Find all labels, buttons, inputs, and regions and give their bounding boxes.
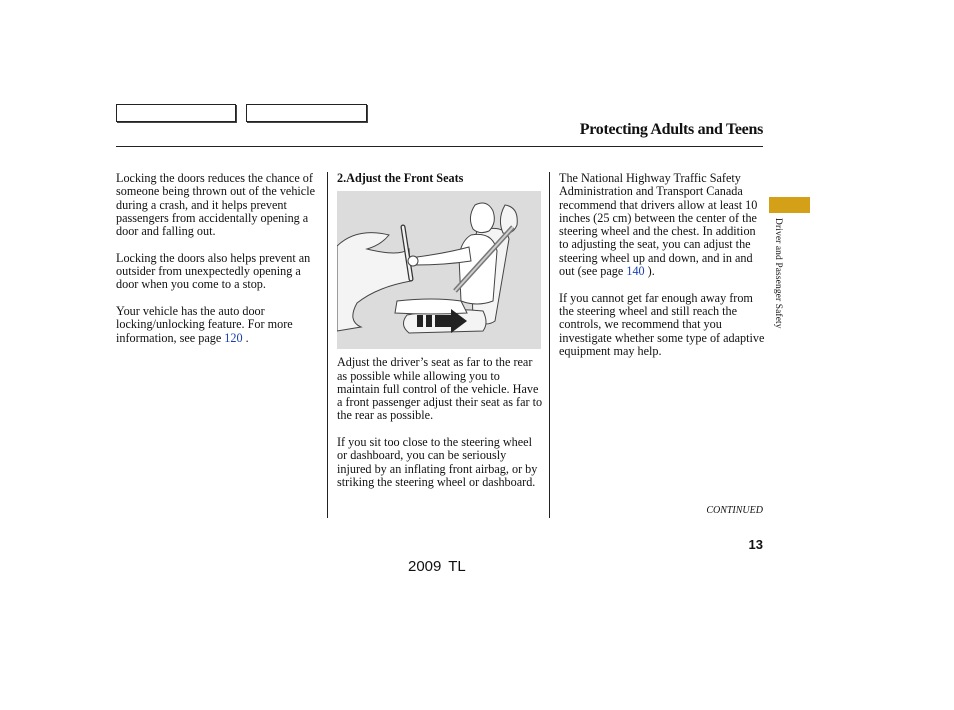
middle-column (337, 172, 543, 503)
left-column (116, 172, 321, 358)
left-paragraph-2: Locking the doors also helps prevent an outsider from unexpectedly opening a door when you come to a stop. (116, 250, 311, 292)
header-rule (116, 146, 763, 147)
section-tab-label: Driver and Passenger Safety (773, 218, 783, 329)
column-divider-2 (549, 172, 550, 518)
page-link-140[interactable]: 140 (626, 264, 645, 279)
section-tab[interactable] (769, 197, 810, 213)
section-heading: 2.Adjust the Front Seats (337, 171, 464, 185)
nav-button-2[interactable] (246, 104, 367, 122)
page-number: 13 (748, 537, 763, 552)
middle-paragraph-1: Adjust the driver’s seat as far to the rear as possible while allowing you to maintain full control of the vehicle. Have a front passenger adjust their seat as far to the rear as possible. (337, 355, 543, 423)
right-paragraph-1 (559, 172, 765, 278)
left-paragraph-3 (116, 305, 321, 345)
middle-paragraph-2: If you sit too close to the steering wheel or dashboard, you can be seriously injured by an inflating front airbag, or by striking the steering wheel or dashboard. (337, 435, 538, 489)
page-title: Protecting Adults and Teens (579, 121, 763, 138)
right-paragraph-1-text: The National Highway Traffic Safety Administration and Transport Canada recommend that drivers allow at least 10 inches (25 cm) between the center of the steering wheel and the chest. In addition to adjusting the seat, you can adjust the steering wheel up and down, and in and out (see page (559, 171, 758, 279)
right-paragraph-2: If you cannot get far enough away from the steering wheel and still reach the controls, we recommend that you investigate whether some type of adaptive equipment may help. (559, 290, 765, 358)
right-paragraph-1-end: ). (644, 264, 655, 279)
page-link-120[interactable]: 120 (224, 330, 243, 345)
seat-adjust-illustration (337, 191, 541, 349)
left-paragraph-1: Locking the doors reduces the chance of someone being thrown out of the vehicle during a crash, and it helps prevent passengers from accidentally opening a door and falling out. (116, 171, 316, 239)
left-paragraph-3-end: . (242, 330, 249, 345)
right-column (559, 172, 765, 371)
model-footer: 2009 TL (408, 558, 466, 575)
continued-label: CONTINUED (706, 505, 763, 516)
column-divider-1 (327, 172, 328, 518)
nav-button-1[interactable] (116, 104, 236, 122)
left-paragraph-3-text: Your vehicle has the auto door locking/unlocking feature. For more information, see page (116, 303, 293, 345)
driver-seat-illustration-icon (337, 191, 541, 349)
